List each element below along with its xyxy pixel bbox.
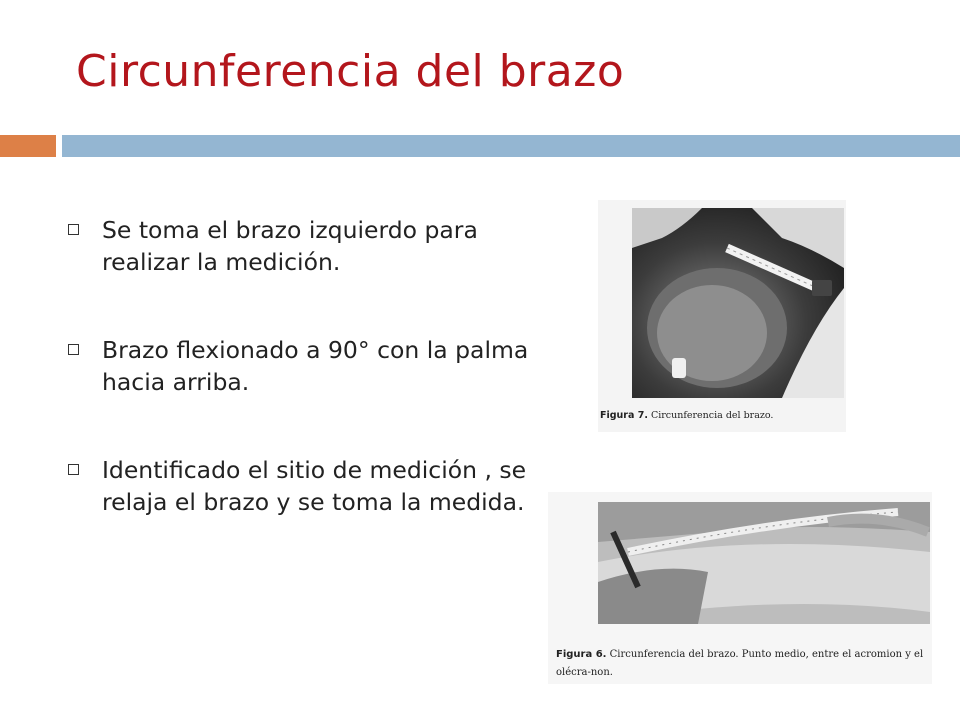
accent-bar-blue [62,135,960,157]
figure-caption-text: Circunferencia del brazo. [647,410,774,421]
figure-7 [598,200,846,432]
bullet-item [66,214,536,278]
square-bullet-icon [68,224,79,235]
square-bullet-icon [68,464,79,475]
accent-bar-orange [0,135,56,157]
bullet-text: Se toma el brazo izquierdo para realizar la medición. [102,216,478,276]
bullet-list [66,214,536,518]
square-bullet-icon [68,344,79,355]
figure-label: Figura 7. [600,410,648,421]
slide-title: Circunferencia del brazo [76,46,625,97]
bullet-text: Brazo flexionado a 90° con la palma hacia arriba. [102,336,529,396]
figure-6-caption [556,646,930,682]
arm-measurement-photo [598,502,930,624]
figure-7-caption [600,410,773,421]
figure-label: Figura 6. [556,649,607,660]
bullet-item [66,454,536,518]
figure-caption-text: Circunferencia del brazo. Punto medio, entre el acromion y el olécra-non. [556,649,924,678]
bullet-item [66,334,536,398]
newborn-arm-photo [632,208,844,398]
bullet-text: Identificado el sitio de medición , se relaja el brazo y se toma la medida. [102,456,527,516]
figure-6 [548,492,932,684]
